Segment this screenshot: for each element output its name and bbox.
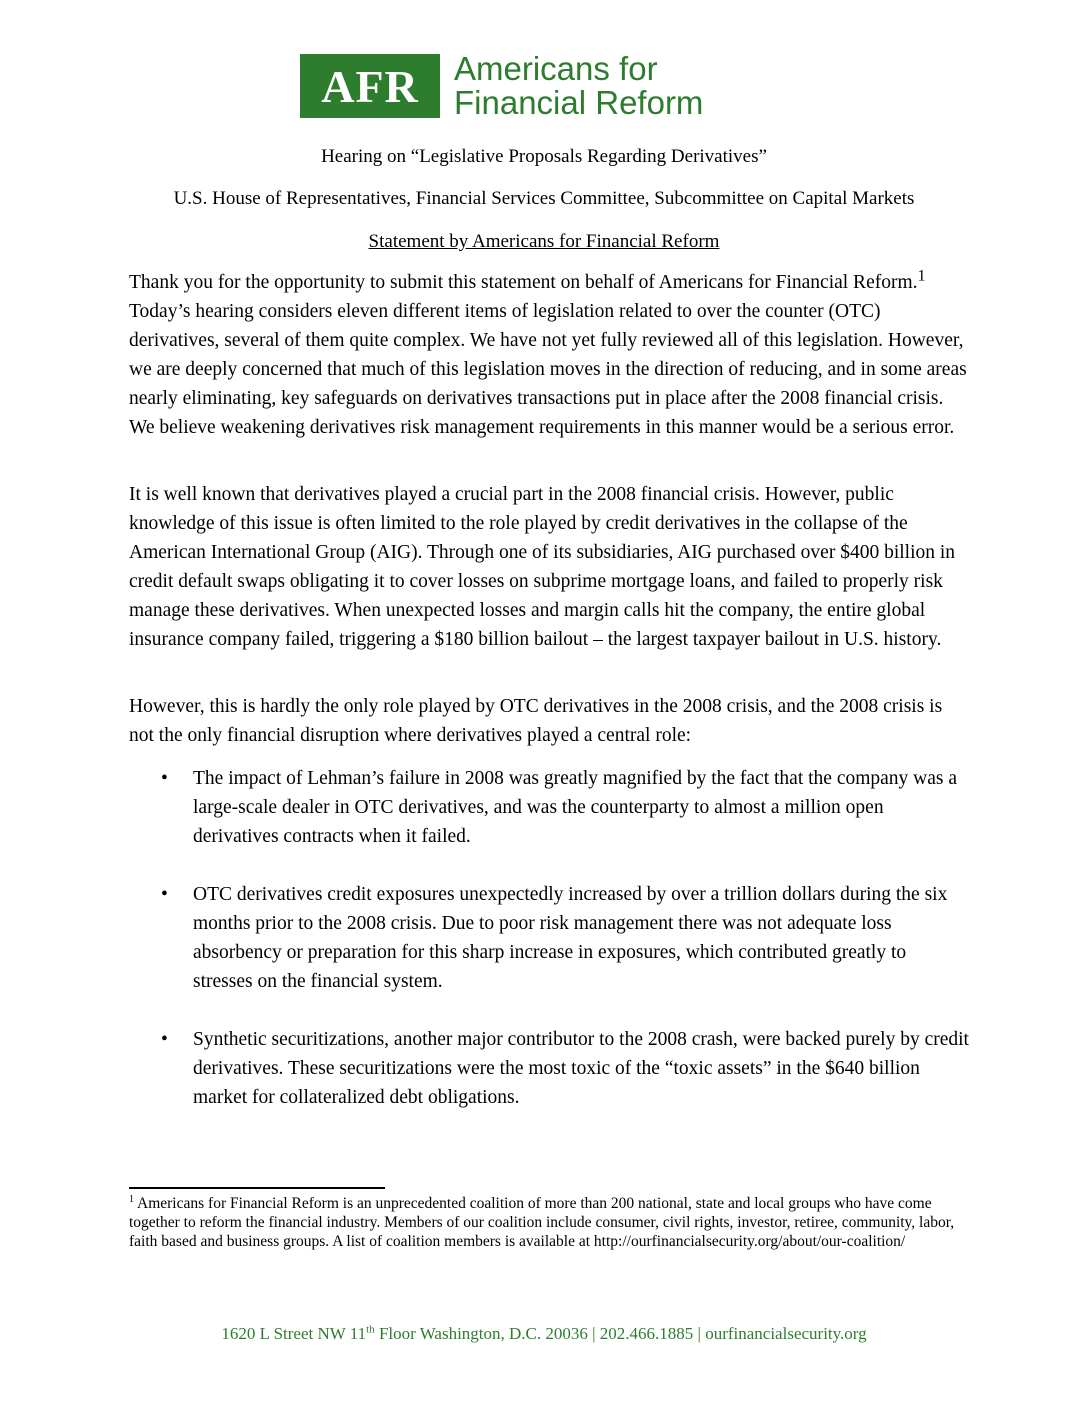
- page-footer: [0, 1324, 1088, 1344]
- committee-line: U.S. House of Representatives, Financial Services Committee, Subcommittee on Capital Markets: [173, 188, 915, 209]
- statement-heading: Statement by Americans for Financial Reform: [368, 231, 720, 252]
- bullet-text: OTC derivatives credit exposures unexpectedly increased by over a trillion dollars during the six months prior to the 2008 crisis. Due to poor risk management there was not adequate loss absorbency or preparation for this sharp increase in exposures, which contributed greatly to stresses on the financial system.: [193, 884, 948, 992]
- footnote-ref[interactable]: 1: [917, 266, 926, 285]
- logo-name-line2: Financial Reform: [454, 84, 704, 121]
- list-item: [129, 764, 969, 851]
- logo-abbr: AFR: [300, 54, 440, 118]
- logo-name: [454, 52, 703, 120]
- paragraph-2-text: It is well known that derivatives played a crucial part in the 2008 financial crisis. However, public knowledge of this issue is often limited to the role played by credit derivatives in the collapse of the American International Group (AIG). Through one of its subsidiaries, AIG purchased over $400 billion in credit default swaps obligating it to cover losses on subprime mortgage loans, and failed to properly risk manage these derivatives. When unexpected losses and margin calls hit the company, the entire global insurance company failed, triggering a $180 billion bailout – the largest taxpayer bailout in U.S. history.: [129, 484, 956, 650]
- logo-name-line1: Americans for: [454, 50, 658, 87]
- paragraph-1: [129, 268, 969, 456]
- footnote-divider: [129, 1187, 385, 1189]
- footer-address-post: Floor Washington, D.C. 20036 | 202.466.1885 | ourfinancialsecurity.org: [374, 1324, 867, 1343]
- bullet-text: The impact of Lehman’s failure in 2008 was greatly magnified by the fact that the company was a large-scale dealer in OTC derivatives, and was the counterparty to almost a million open derivatives contracts when it failed.: [193, 768, 958, 847]
- paragraph-3: [129, 692, 969, 764]
- footer-address-sup: th: [366, 1323, 375, 1336]
- footnote: [129, 1194, 979, 1251]
- paragraph-1-start: Thank you for the opportunity to submit this statement on behalf of Americans for Financial Reform.: [129, 272, 918, 293]
- bullet-icon: •: [161, 768, 168, 789]
- footnote-marker: 1: [129, 1193, 134, 1205]
- bullet-icon: •: [161, 884, 168, 905]
- bullet-list: [129, 764, 969, 1141]
- bullet-icon: •: [161, 1029, 168, 1050]
- list-item: [129, 880, 969, 996]
- afr-logo: [300, 52, 703, 120]
- paragraph-1-rest: Today’s hearing considers eleven different items of legislation related to over the counter (OTC) derivatives, several of them quite complex. We have not yet fully reviewed all of this legislation. However, we are deeply concerned that much of this legislation moves in the direction of reducing, and in some areas nearly eliminating, key safeguards on derivatives transactions put in place after the 2008 financial crisis. We believe weakening derivatives risk management requirements in this manner would be a serious error.: [129, 301, 967, 438]
- list-item: [129, 1025, 969, 1112]
- hearing-title: Hearing on “Legislative Proposals Regarding Derivatives”: [321, 146, 767, 167]
- bullet-text: Synthetic securitizations, another major contributor to the 2008 crash, were backed purely by credit derivatives. These securitizations were the most toxic of the “toxic assets” in the $640 billion market for collateralized debt obligations.: [193, 1029, 969, 1108]
- footnote-text: Americans for Financial Reform is an unprecedented coalition of more than 200 national, state and local groups who have come together to reform the financial industry. Members of our coalition include consumer, civil rights, investor, retiree, community, labor, faith based and business groups. A list of coalition members is available at http://ourfinancialsecurity.org/about/our-coalition/: [129, 1195, 955, 1250]
- paragraph-3-text: However, this is hardly the only role played by OTC derivatives in the 2008 crisis, and the 2008 crisis is not the only financial disruption where derivatives played a central role:: [129, 696, 943, 746]
- paragraph-2: [129, 480, 969, 668]
- footer-address-pre: 1620 L Street NW 11: [221, 1324, 367, 1343]
